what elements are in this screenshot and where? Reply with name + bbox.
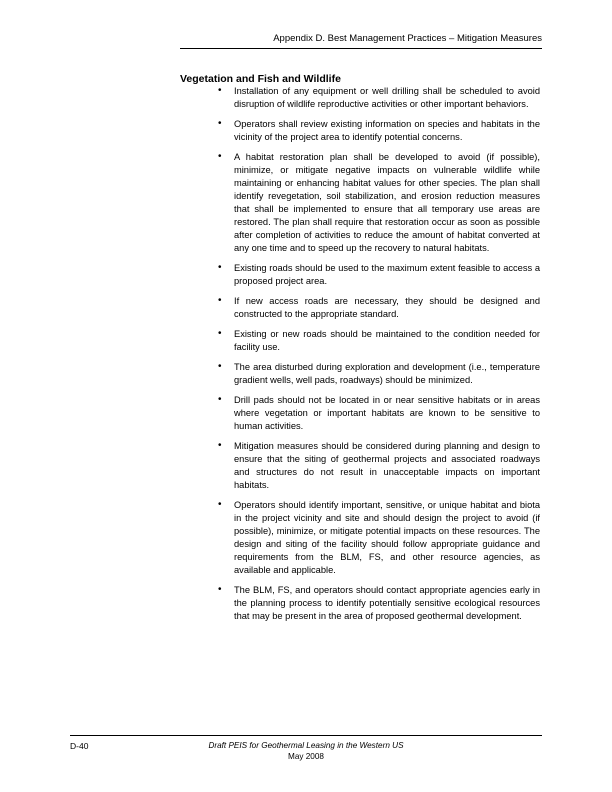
footer-date: May 2008 (288, 752, 324, 761)
bullet-icon: • (218, 85, 222, 96)
footer-document-title: Draft PEIS for Geothermal Leasing in the Western US (208, 741, 404, 750)
bullet-text: The BLM, FS, and operators should contact appropriate agencies early in the planning process to identify potentially sensitive ecological resources that may be present in the area of proposed geothermal development. (234, 584, 540, 621)
page-number: D-40 (70, 741, 89, 751)
running-header: Appendix D. Best Management Practices – Mitigation Measures (273, 33, 542, 44)
list-item (218, 499, 540, 576)
bullet-text: Mitigation measures should be considered during planning and design to ensure that the siting of geothermal projects and associated roadways and structures do not result in unacceptable impacts on important habitats. (234, 441, 540, 490)
bullet-icon: • (218, 151, 222, 163)
bullet-icon: • (218, 361, 222, 373)
bullet-icon: • (218, 294, 222, 306)
bullet-text: Installation of any equipment or well drilling shall be scheduled to avoid disruption of wildlife reproductive activities or other important behaviors. (234, 86, 540, 109)
bullet-text: Existing roads should be used to the maximum extent feasible to access a proposed project area. (234, 262, 540, 286)
bullet-text: Drill pads should not be located in or near sensitive habitats or in areas where vegetation or important habitats are known to be sensitive to human activities. (234, 395, 540, 432)
section-heading: Vegetation and Fish and Wildlife (180, 73, 341, 85)
bullet-icon: • (218, 440, 222, 452)
list-item (218, 118, 540, 144)
bullet-text: Operators should identify important, sensitive, or unique habitat and biota in the project vicinity and site and should design the project to avoid (if possible), minimize, or mitigate potential impacts on these resources. The design and siting of the facility should follow appropriate guidance and requirements from the BLM, FS, and other resource agencies, as available and applicable. (234, 500, 540, 575)
bullet-icon: • (218, 118, 222, 130)
bullet-icon: • (218, 583, 222, 595)
list-item (218, 262, 540, 288)
bullet-icon: • (218, 327, 222, 339)
header-rule (180, 48, 542, 49)
bullet-text: If new access roads are necessary, they should be designed and constructed to the appropriate standard. (234, 295, 540, 319)
bullet-list (218, 85, 540, 630)
list-item (218, 394, 540, 433)
list-item (218, 361, 540, 387)
list-item (218, 85, 540, 111)
list-item (218, 584, 540, 623)
list-item (218, 295, 540, 321)
list-item (218, 440, 540, 492)
bullet-text: The area disturbed during exploration and development (i.e., temperature gradient wells, well pads, roadways) should be minimized. (234, 362, 540, 385)
list-item (218, 151, 540, 254)
bullet-icon: • (218, 499, 222, 511)
list-item (218, 328, 540, 354)
bullet-icon: • (218, 394, 222, 406)
bullet-text: A habitat restoration plan shall be developed to avoid (if possible), minimize, or mitigate negative impacts on vulnerable wildlife while maintaining or enhancing habitat values for other species. The plan shall identify revegetation, soil stabilization, and erosion reduction measures that shall be implemented to ensure that all temporary use areas are restored. The plan shall require that restoration occur as soon as possible after completion of activities to reduce the amount of habitat converted at any one time and to speed up the recovery to natural habitats. (234, 152, 540, 253)
footer-rule (70, 735, 542, 736)
bullet-text: Operators shall review existing information on species and habitats in the vicinity of the project area to identify potential concerns. (234, 119, 540, 143)
bullet-text: Existing or new roads should be maintained to the condition needed for facility use. (234, 328, 540, 352)
bullet-icon: • (218, 261, 222, 273)
